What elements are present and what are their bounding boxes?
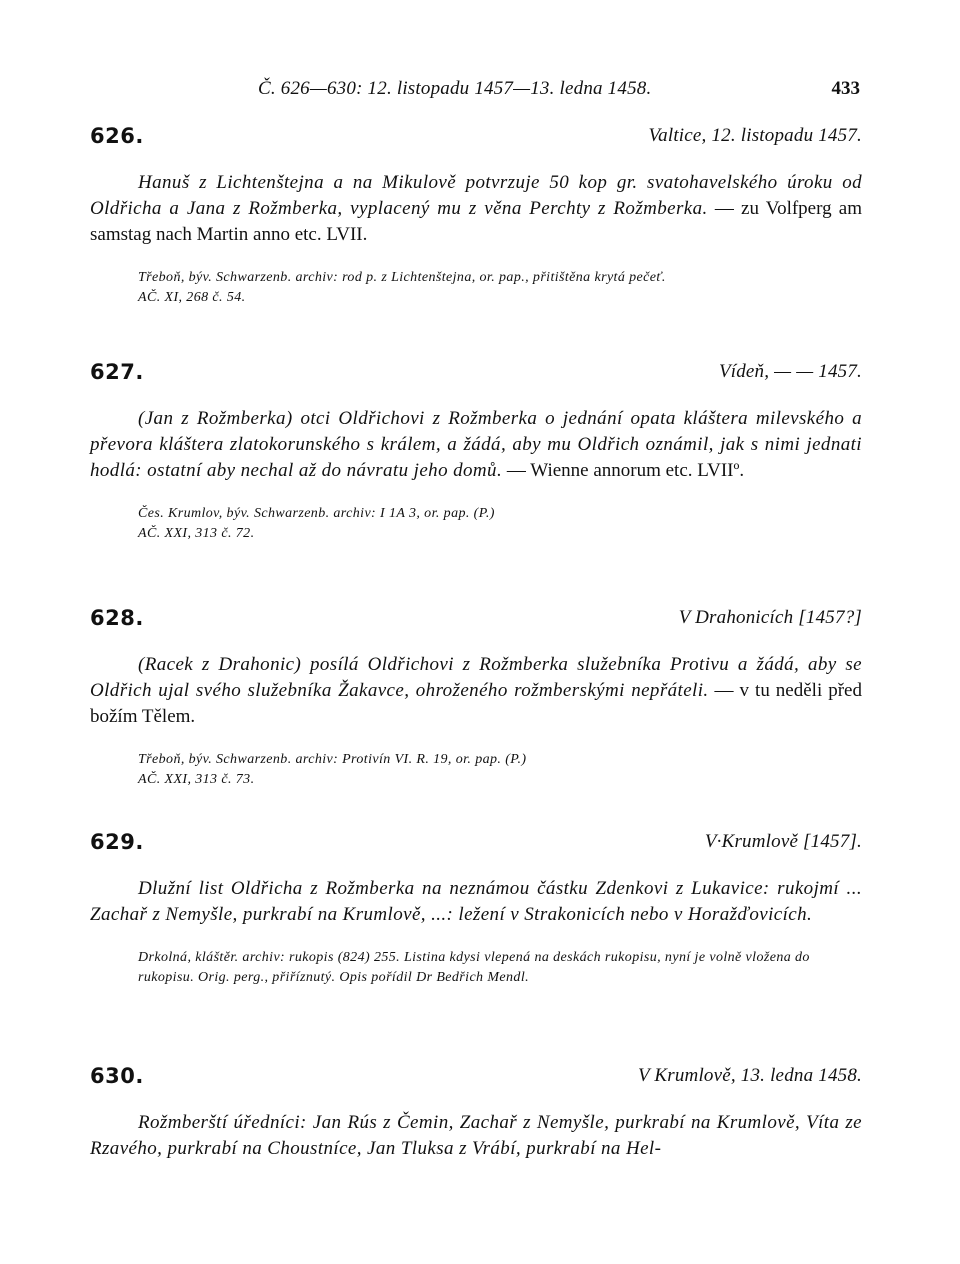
source-line: AČ. XI, 268 č. 54. — [138, 290, 246, 305]
source-line: Třeboň, býv. Schwarzenb. archiv: rod p. z Lichtenštejna, or. pap., přitištěna krytá pečeť. — [138, 270, 666, 285]
entry-place-date: Valtice, 12. listopadu 1457. — [648, 125, 862, 146]
entry-source — [138, 750, 862, 790]
entry-source — [138, 268, 862, 308]
source-line: Čes. Krumlov, býv. Schwarzenb. archiv: I 1A 3, or. pap. (P.) — [138, 506, 495, 521]
entry-regest — [90, 170, 862, 248]
regest-roman-text: — Wienne annorum etc. LVIIº. — [502, 460, 745, 481]
regest-roman-text: — v tu neděli před božím Tělem. — [90, 680, 862, 727]
entry-number: 626. — [90, 124, 144, 148]
entry-header — [90, 124, 862, 152]
entry-629 — [90, 830, 862, 988]
source-line: AČ. XXI, 313 č. 73. — [138, 772, 255, 787]
entry-header — [90, 830, 862, 858]
entry-place-date: V Drahonicích [1457?] — [678, 607, 862, 628]
entry-regest — [90, 406, 862, 484]
entry-place-date: Vídeň, — — 1457. — [718, 361, 862, 382]
regest-italic-text: Hanuš z Lichtenštejna a na Mikulově potvrzuje 50 kop gr. svatohavelského úroku od Oldřicha a Jana z Rožmberka, vyplacený mu z věna Perchty z Rožmberka. — [90, 172, 862, 219]
entry-630 — [90, 1064, 862, 1162]
regest-roman-text: — zu Volfperg am samstag nach Martin anno etc. LVII. — [90, 198, 862, 245]
running-head-title: Č. 626—630: 12. listopadu 1457—13. ledna 1458. — [258, 78, 652, 99]
entry-header — [90, 606, 862, 634]
entry-626 — [90, 124, 862, 308]
entry-header — [90, 1064, 862, 1092]
entry-source — [138, 948, 862, 988]
regest-italic-text: (Jan z Rožmberka) otci Oldřichovi z Rožmberka o jednání opata kláštera milevského a převora kláštera zlatokorunského s králem, a žádá, aby mu Oldřich oznámil, jak s nimi jednati hodlá: ostatní aby nechal až do návratu jeho domů. — [90, 408, 862, 481]
source-line: Drkolná, kláštěr. archiv: rukopis (824) 255. Listina kdysi vlepená na deskách rukopisu, nyní je volně vložena do rukopisu. Orig. perg., přiříznutý. Opis pořídil Dr Bedřich Mendl. — [138, 950, 810, 985]
entry-number: 628. — [90, 606, 144, 630]
entry-number: 629. — [90, 830, 144, 854]
entry-place-date: V·Krumlově [1457]. — [704, 831, 862, 852]
entry-number: 627. — [90, 360, 144, 384]
entry-header — [90, 360, 862, 388]
regest-italic-text: Dlužní list Oldřicha z Rožmberka na neznámou částku Zdenkovi z Lukavice: rukojmí ... Zachař z Nemyšle, purkrabí na Krumlově, ...: ležení v Strakonicích nebo v Horažďovicích. — [90, 878, 862, 925]
entry-regest — [90, 1110, 862, 1162]
source-line: Třeboň, býv. Schwarzenb. archiv: Protivín VI. R. 19, or. pap. (P.) — [138, 752, 527, 767]
entry-627 — [90, 360, 862, 544]
page-number: 433 — [831, 78, 860, 99]
regest-italic-text: Rožmberští úředníci: Jan Rús z Čemin, Zachař z Nemyšle, purkrabí na Krumlově, Víta ze Rzavého, purkrabí na Choustníce, Jan Tluksa z Vrábí, purkrabí na Hel- — [90, 1112, 862, 1159]
entry-number: 630. — [90, 1064, 144, 1088]
entry-628 — [90, 606, 862, 790]
source-line: AČ. XXI, 313 č. 72. — [138, 526, 255, 541]
entry-regest — [90, 652, 862, 730]
entry-source — [138, 504, 862, 544]
entry-regest — [90, 876, 862, 928]
regest-italic-text: (Racek z Drahonic) posílá Oldřichovi z Rožmberka služebníka Protivu a žádá, aby se Oldřich ujal svého služebníka Žakavce, ohroženého rožmberskými nepřáteli. — [90, 654, 862, 701]
entry-place-date: V Krumlově, 13. ledna 1458. — [637, 1065, 862, 1086]
